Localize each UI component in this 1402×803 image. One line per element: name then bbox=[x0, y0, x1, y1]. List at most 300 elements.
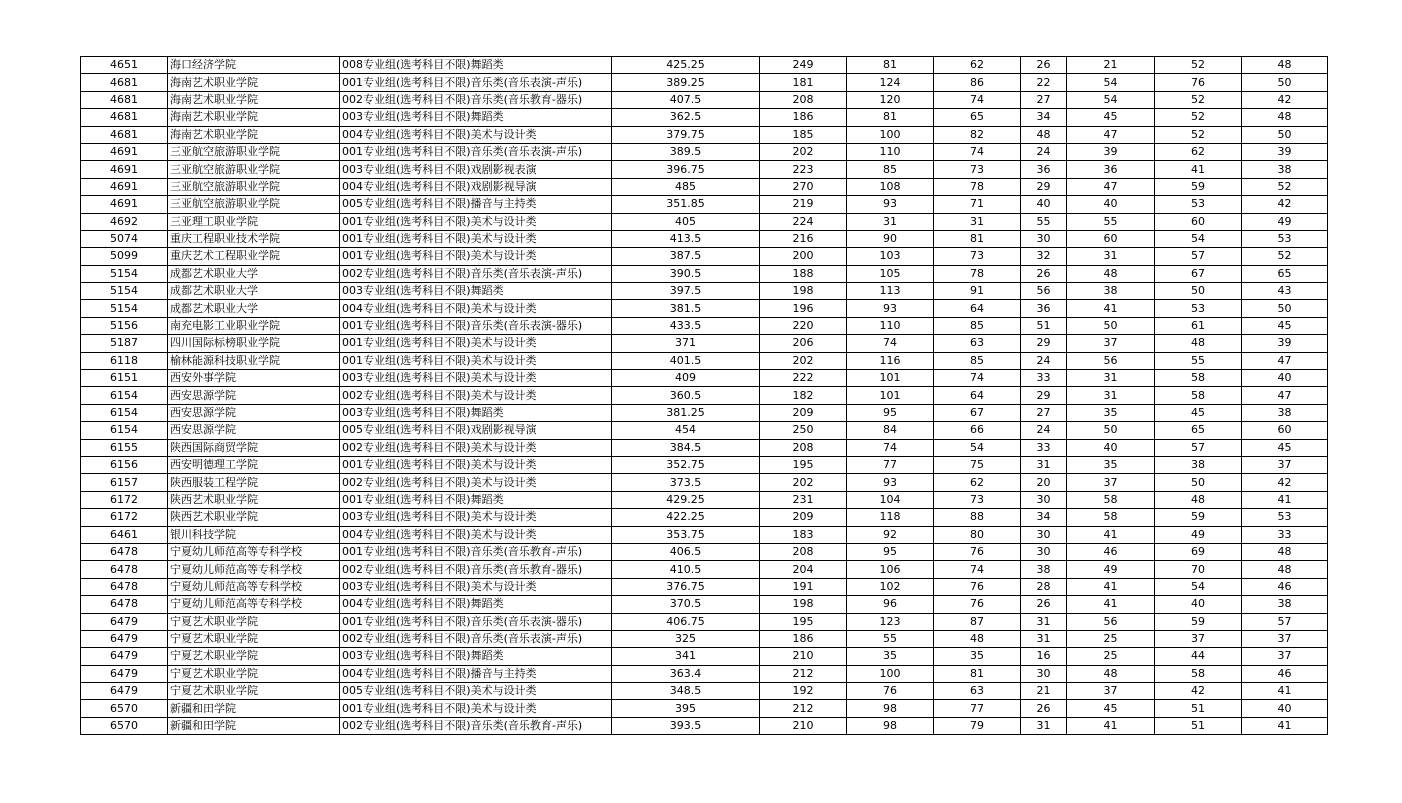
school-code-cell: 4681 bbox=[81, 126, 168, 143]
subject-score-3-cell: 30 bbox=[1021, 665, 1067, 682]
school-code-cell: 6461 bbox=[81, 526, 168, 543]
table-row bbox=[81, 300, 1328, 317]
subject-score-2-cell: 75 bbox=[934, 456, 1021, 473]
subject-score-2-cell: 35 bbox=[934, 648, 1021, 665]
major-group-cell: 002专业组(选考科目不限)美术与设计类 bbox=[340, 439, 612, 456]
subject-score-4-cell: 54 bbox=[1067, 91, 1155, 108]
total-score-cell: 325 bbox=[612, 630, 760, 647]
major-group-cell: 004专业组(选考科目不限)美术与设计类 bbox=[340, 526, 612, 543]
subject-score-2-cell: 87 bbox=[934, 613, 1021, 630]
subject-score-2-cell: 73 bbox=[934, 161, 1021, 178]
school-code-cell: 6151 bbox=[81, 370, 168, 387]
culture-score-cell: 188 bbox=[760, 265, 847, 282]
subject-score-6-cell: 46 bbox=[1242, 665, 1328, 682]
culture-score-cell: 191 bbox=[760, 578, 847, 595]
total-score-cell: 379.75 bbox=[612, 126, 760, 143]
subject-score-5-cell: 48 bbox=[1155, 491, 1242, 508]
major-group-cell: 002专业组(选考科目不限)音乐类(音乐表演-声乐) bbox=[340, 630, 612, 647]
culture-score-cell: 270 bbox=[760, 178, 847, 195]
school-code-cell: 4691 bbox=[81, 178, 168, 195]
school-code-cell: 6157 bbox=[81, 474, 168, 491]
major-group-cell: 001专业组(选考科目不限)舞蹈类 bbox=[340, 491, 612, 508]
school-name-cell: 宁夏艺术职业学院 bbox=[168, 648, 340, 665]
table-row bbox=[81, 352, 1328, 369]
school-code-cell: 4681 bbox=[81, 109, 168, 126]
subject-score-1-cell: 100 bbox=[847, 126, 934, 143]
subject-score-4-cell: 21 bbox=[1067, 57, 1155, 74]
culture-score-cell: 195 bbox=[760, 613, 847, 630]
subject-score-1-cell: 90 bbox=[847, 230, 934, 247]
subject-score-3-cell: 29 bbox=[1021, 178, 1067, 195]
school-code-cell: 5074 bbox=[81, 230, 168, 247]
subject-score-3-cell: 36 bbox=[1021, 300, 1067, 317]
school-name-cell: 西安明德理工学院 bbox=[168, 456, 340, 473]
culture-score-cell: 212 bbox=[760, 700, 847, 717]
major-group-cell: 002专业组(选考科目不限)美术与设计类 bbox=[340, 474, 612, 491]
school-code-cell: 6570 bbox=[81, 717, 168, 734]
major-group-cell: 003专业组(选考科目不限)舞蹈类 bbox=[340, 404, 612, 421]
subject-score-1-cell: 55 bbox=[847, 630, 934, 647]
subject-score-1-cell: 77 bbox=[847, 456, 934, 473]
subject-score-1-cell: 123 bbox=[847, 613, 934, 630]
school-code-cell: 6478 bbox=[81, 578, 168, 595]
subject-score-3-cell: 16 bbox=[1021, 648, 1067, 665]
subject-score-6-cell: 49 bbox=[1242, 213, 1328, 230]
total-score-cell: 485 bbox=[612, 178, 760, 195]
major-group-cell: 003专业组(选考科目不限)美术与设计类 bbox=[340, 509, 612, 526]
subject-score-1-cell: 124 bbox=[847, 74, 934, 91]
major-group-cell: 001专业组(选考科目不限)美术与设计类 bbox=[340, 213, 612, 230]
school-name-cell: 三亚航空旅游职业学院 bbox=[168, 178, 340, 195]
subject-score-4-cell: 56 bbox=[1067, 352, 1155, 369]
subject-score-6-cell: 48 bbox=[1242, 543, 1328, 560]
subject-score-1-cell: 76 bbox=[847, 683, 934, 700]
table-row bbox=[81, 178, 1328, 195]
major-group-cell: 004专业组(选考科目不限)播音与主持类 bbox=[340, 665, 612, 682]
school-code-cell: 6155 bbox=[81, 439, 168, 456]
subject-score-5-cell: 37 bbox=[1155, 630, 1242, 647]
table-row bbox=[81, 474, 1328, 491]
culture-score-cell: 223 bbox=[760, 161, 847, 178]
school-code-cell: 6479 bbox=[81, 665, 168, 682]
subject-score-2-cell: 73 bbox=[934, 248, 1021, 265]
school-name-cell: 宁夏幼儿师范高等专科学校 bbox=[168, 596, 340, 613]
subject-score-6-cell: 52 bbox=[1242, 178, 1328, 195]
subject-score-2-cell: 85 bbox=[934, 317, 1021, 334]
subject-score-3-cell: 20 bbox=[1021, 474, 1067, 491]
table-row bbox=[81, 648, 1328, 665]
subject-score-5-cell: 57 bbox=[1155, 248, 1242, 265]
major-group-cell: 005专业组(选考科目不限)戏剧影视导演 bbox=[340, 422, 612, 439]
total-score-cell: 407.5 bbox=[612, 91, 760, 108]
subject-score-6-cell: 37 bbox=[1242, 630, 1328, 647]
subject-score-5-cell: 52 bbox=[1155, 91, 1242, 108]
table-row bbox=[81, 161, 1328, 178]
table-row bbox=[81, 196, 1328, 213]
subject-score-6-cell: 41 bbox=[1242, 717, 1328, 734]
school-code-cell: 6478 bbox=[81, 543, 168, 560]
subject-score-4-cell: 48 bbox=[1067, 665, 1155, 682]
subject-score-4-cell: 41 bbox=[1067, 526, 1155, 543]
total-score-cell: 425.25 bbox=[612, 57, 760, 74]
table-row bbox=[81, 578, 1328, 595]
subject-score-6-cell: 53 bbox=[1242, 230, 1328, 247]
subject-score-1-cell: 105 bbox=[847, 265, 934, 282]
subject-score-4-cell: 41 bbox=[1067, 578, 1155, 595]
school-name-cell: 陕西国际商贸学院 bbox=[168, 439, 340, 456]
subject-score-4-cell: 45 bbox=[1067, 109, 1155, 126]
total-score-cell: 376.75 bbox=[612, 578, 760, 595]
major-group-cell: 001专业组(选考科目不限)音乐类(音乐表演-声乐) bbox=[340, 74, 612, 91]
subject-score-1-cell: 103 bbox=[847, 248, 934, 265]
subject-score-3-cell: 22 bbox=[1021, 74, 1067, 91]
subject-score-5-cell: 58 bbox=[1155, 370, 1242, 387]
major-group-cell: 001专业组(选考科目不限)美术与设计类 bbox=[340, 352, 612, 369]
table-row bbox=[81, 265, 1328, 282]
subject-score-4-cell: 35 bbox=[1067, 404, 1155, 421]
school-code-cell: 6154 bbox=[81, 404, 168, 421]
culture-score-cell: 198 bbox=[760, 596, 847, 613]
subject-score-5-cell: 45 bbox=[1155, 404, 1242, 421]
subject-score-2-cell: 63 bbox=[934, 335, 1021, 352]
subject-score-5-cell: 50 bbox=[1155, 474, 1242, 491]
subject-score-3-cell: 56 bbox=[1021, 283, 1067, 300]
major-group-cell: 003专业组(选考科目不限)美术与设计类 bbox=[340, 578, 612, 595]
major-group-cell: 002专业组(选考科目不限)音乐类(音乐教育-器乐) bbox=[340, 91, 612, 108]
total-score-cell: 422.25 bbox=[612, 509, 760, 526]
subject-score-4-cell: 31 bbox=[1067, 387, 1155, 404]
culture-score-cell: 202 bbox=[760, 474, 847, 491]
subject-score-6-cell: 48 bbox=[1242, 109, 1328, 126]
subject-score-2-cell: 78 bbox=[934, 265, 1021, 282]
subject-score-5-cell: 49 bbox=[1155, 526, 1242, 543]
culture-score-cell: 250 bbox=[760, 422, 847, 439]
school-code-cell: 4691 bbox=[81, 196, 168, 213]
school-code-cell: 6172 bbox=[81, 491, 168, 508]
subject-score-6-cell: 50 bbox=[1242, 300, 1328, 317]
major-group-cell: 002专业组(选考科目不限)音乐类(音乐教育-声乐) bbox=[340, 717, 612, 734]
subject-score-6-cell: 33 bbox=[1242, 526, 1328, 543]
major-group-cell: 001专业组(选考科目不限)美术与设计类 bbox=[340, 335, 612, 352]
subject-score-5-cell: 55 bbox=[1155, 352, 1242, 369]
school-code-cell: 5156 bbox=[81, 317, 168, 334]
subject-score-1-cell: 95 bbox=[847, 404, 934, 421]
table-row bbox=[81, 439, 1328, 456]
major-group-cell: 002专业组(选考科目不限)音乐类(音乐教育-器乐) bbox=[340, 561, 612, 578]
school-name-cell: 宁夏艺术职业学院 bbox=[168, 613, 340, 630]
subject-score-6-cell: 42 bbox=[1242, 196, 1328, 213]
subject-score-6-cell: 37 bbox=[1242, 456, 1328, 473]
school-name-cell: 海南艺术职业学院 bbox=[168, 109, 340, 126]
culture-score-cell: 222 bbox=[760, 370, 847, 387]
table-row bbox=[81, 230, 1328, 247]
school-name-cell: 陕西艺术职业学院 bbox=[168, 491, 340, 508]
subject-score-2-cell: 63 bbox=[934, 683, 1021, 700]
subject-score-1-cell: 116 bbox=[847, 352, 934, 369]
subject-score-3-cell: 26 bbox=[1021, 700, 1067, 717]
subject-score-5-cell: 58 bbox=[1155, 387, 1242, 404]
school-name-cell: 三亚航空旅游职业学院 bbox=[168, 143, 340, 160]
culture-score-cell: 209 bbox=[760, 509, 847, 526]
subject-score-1-cell: 85 bbox=[847, 161, 934, 178]
subject-score-4-cell: 37 bbox=[1067, 683, 1155, 700]
subject-score-4-cell: 49 bbox=[1067, 561, 1155, 578]
subject-score-1-cell: 113 bbox=[847, 283, 934, 300]
subject-score-4-cell: 36 bbox=[1067, 161, 1155, 178]
subject-score-4-cell: 58 bbox=[1067, 491, 1155, 508]
major-group-cell: 004专业组(选考科目不限)舞蹈类 bbox=[340, 596, 612, 613]
subject-score-4-cell: 55 bbox=[1067, 213, 1155, 230]
subject-score-5-cell: 59 bbox=[1155, 178, 1242, 195]
subject-score-5-cell: 76 bbox=[1155, 74, 1242, 91]
subject-score-3-cell: 26 bbox=[1021, 596, 1067, 613]
subject-score-1-cell: 110 bbox=[847, 143, 934, 160]
table-row bbox=[81, 665, 1328, 682]
subject-score-1-cell: 101 bbox=[847, 370, 934, 387]
subject-score-5-cell: 42 bbox=[1155, 683, 1242, 700]
subject-score-4-cell: 41 bbox=[1067, 300, 1155, 317]
total-score-cell: 351.85 bbox=[612, 196, 760, 213]
subject-score-2-cell: 81 bbox=[934, 230, 1021, 247]
total-score-cell: 454 bbox=[612, 422, 760, 439]
subject-score-4-cell: 45 bbox=[1067, 700, 1155, 717]
subject-score-2-cell: 71 bbox=[934, 196, 1021, 213]
subject-score-3-cell: 26 bbox=[1021, 265, 1067, 282]
school-code-cell: 4681 bbox=[81, 74, 168, 91]
culture-score-cell: 216 bbox=[760, 230, 847, 247]
subject-score-1-cell: 93 bbox=[847, 474, 934, 491]
subject-score-5-cell: 52 bbox=[1155, 57, 1242, 74]
total-score-cell: 409 bbox=[612, 370, 760, 387]
subject-score-5-cell: 60 bbox=[1155, 213, 1242, 230]
total-score-cell: 348.5 bbox=[612, 683, 760, 700]
major-group-cell: 004专业组(选考科目不限)美术与设计类 bbox=[340, 300, 612, 317]
culture-score-cell: 185 bbox=[760, 126, 847, 143]
subject-score-5-cell: 59 bbox=[1155, 613, 1242, 630]
total-score-cell: 397.5 bbox=[612, 283, 760, 300]
total-score-cell: 405 bbox=[612, 213, 760, 230]
culture-score-cell: 202 bbox=[760, 352, 847, 369]
school-name-cell: 西安思源学院 bbox=[168, 404, 340, 421]
major-group-cell: 001专业组(选考科目不限)音乐类(音乐教育-声乐) bbox=[340, 543, 612, 560]
school-name-cell: 成都艺术职业大学 bbox=[168, 265, 340, 282]
subject-score-5-cell: 52 bbox=[1155, 109, 1242, 126]
table-row bbox=[81, 526, 1328, 543]
subject-score-2-cell: 31 bbox=[934, 213, 1021, 230]
total-score-cell: 390.5 bbox=[612, 265, 760, 282]
subject-score-5-cell: 69 bbox=[1155, 543, 1242, 560]
school-name-cell: 新疆和田学院 bbox=[168, 700, 340, 717]
subject-score-4-cell: 35 bbox=[1067, 456, 1155, 473]
subject-score-2-cell: 74 bbox=[934, 143, 1021, 160]
subject-score-1-cell: 108 bbox=[847, 178, 934, 195]
table-row bbox=[81, 74, 1328, 91]
subject-score-5-cell: 44 bbox=[1155, 648, 1242, 665]
total-score-cell: 341 bbox=[612, 648, 760, 665]
subject-score-1-cell: 93 bbox=[847, 300, 934, 317]
school-name-cell: 西安思源学院 bbox=[168, 387, 340, 404]
subject-score-2-cell: 91 bbox=[934, 283, 1021, 300]
total-score-cell: 362.5 bbox=[612, 109, 760, 126]
school-code-cell: 4691 bbox=[81, 143, 168, 160]
table-row bbox=[81, 143, 1328, 160]
subject-score-1-cell: 74 bbox=[847, 335, 934, 352]
major-group-cell: 001专业组(选考科目不限)美术与设计类 bbox=[340, 700, 612, 717]
subject-score-3-cell: 51 bbox=[1021, 317, 1067, 334]
major-group-cell: 005专业组(选考科目不限)美术与设计类 bbox=[340, 683, 612, 700]
culture-score-cell: 181 bbox=[760, 74, 847, 91]
subject-score-2-cell: 62 bbox=[934, 57, 1021, 74]
subject-score-5-cell: 40 bbox=[1155, 596, 1242, 613]
school-code-cell: 6479 bbox=[81, 683, 168, 700]
subject-score-4-cell: 41 bbox=[1067, 717, 1155, 734]
table-row bbox=[81, 491, 1328, 508]
subject-score-5-cell: 38 bbox=[1155, 456, 1242, 473]
culture-score-cell: 204 bbox=[760, 561, 847, 578]
subject-score-6-cell: 41 bbox=[1242, 491, 1328, 508]
school-name-cell: 陕西艺术职业学院 bbox=[168, 509, 340, 526]
school-name-cell: 银川科技学院 bbox=[168, 526, 340, 543]
school-name-cell: 三亚航空旅游职业学院 bbox=[168, 161, 340, 178]
subject-score-6-cell: 38 bbox=[1242, 596, 1328, 613]
culture-score-cell: 231 bbox=[760, 491, 847, 508]
school-code-cell: 5154 bbox=[81, 300, 168, 317]
subject-score-4-cell: 56 bbox=[1067, 613, 1155, 630]
culture-score-cell: 220 bbox=[760, 317, 847, 334]
table-row bbox=[81, 91, 1328, 108]
culture-score-cell: 210 bbox=[760, 648, 847, 665]
subject-score-4-cell: 41 bbox=[1067, 596, 1155, 613]
subject-score-4-cell: 54 bbox=[1067, 74, 1155, 91]
table-row bbox=[81, 613, 1328, 630]
total-score-cell: 406.5 bbox=[612, 543, 760, 560]
subject-score-3-cell: 24 bbox=[1021, 352, 1067, 369]
subject-score-3-cell: 30 bbox=[1021, 230, 1067, 247]
subject-score-2-cell: 82 bbox=[934, 126, 1021, 143]
table-row bbox=[81, 700, 1328, 717]
subject-score-3-cell: 31 bbox=[1021, 613, 1067, 630]
culture-score-cell: 196 bbox=[760, 300, 847, 317]
school-name-cell: 南充电影工业职业学院 bbox=[168, 317, 340, 334]
subject-score-3-cell: 32 bbox=[1021, 248, 1067, 265]
subject-score-4-cell: 48 bbox=[1067, 265, 1155, 282]
subject-score-4-cell: 25 bbox=[1067, 648, 1155, 665]
school-code-cell: 6156 bbox=[81, 456, 168, 473]
school-name-cell: 三亚航空旅游职业学院 bbox=[168, 196, 340, 213]
total-score-cell: 352.75 bbox=[612, 456, 760, 473]
total-score-cell: 387.5 bbox=[612, 248, 760, 265]
subject-score-1-cell: 110 bbox=[847, 317, 934, 334]
subject-score-2-cell: 67 bbox=[934, 404, 1021, 421]
table-row bbox=[81, 543, 1328, 560]
subject-score-6-cell: 52 bbox=[1242, 248, 1328, 265]
subject-score-5-cell: 70 bbox=[1155, 561, 1242, 578]
subject-score-3-cell: 48 bbox=[1021, 126, 1067, 143]
subject-score-6-cell: 65 bbox=[1242, 265, 1328, 282]
major-group-cell: 003专业组(选考科目不限)舞蹈类 bbox=[340, 109, 612, 126]
subject-score-3-cell: 27 bbox=[1021, 404, 1067, 421]
school-name-cell: 海南艺术职业学院 bbox=[168, 126, 340, 143]
school-name-cell: 重庆工程职业技术学院 bbox=[168, 230, 340, 247]
subject-score-6-cell: 53 bbox=[1242, 509, 1328, 526]
subject-score-2-cell: 64 bbox=[934, 300, 1021, 317]
school-name-cell: 成都艺术职业大学 bbox=[168, 300, 340, 317]
subject-score-6-cell: 48 bbox=[1242, 561, 1328, 578]
subject-score-3-cell: 40 bbox=[1021, 196, 1067, 213]
subject-score-2-cell: 48 bbox=[934, 630, 1021, 647]
subject-score-2-cell: 85 bbox=[934, 352, 1021, 369]
subject-score-3-cell: 36 bbox=[1021, 161, 1067, 178]
major-group-cell: 003专业组(选考科目不限)美术与设计类 bbox=[340, 370, 612, 387]
school-code-cell: 6154 bbox=[81, 422, 168, 439]
total-score-cell: 413.5 bbox=[612, 230, 760, 247]
subject-score-1-cell: 81 bbox=[847, 109, 934, 126]
table-row bbox=[81, 248, 1328, 265]
subject-score-1-cell: 120 bbox=[847, 91, 934, 108]
school-name-cell: 西安外事学院 bbox=[168, 370, 340, 387]
school-code-cell: 6172 bbox=[81, 509, 168, 526]
total-score-cell: 381.25 bbox=[612, 404, 760, 421]
subject-score-6-cell: 57 bbox=[1242, 613, 1328, 630]
table-row bbox=[81, 561, 1328, 578]
major-group-cell: 001专业组(选考科目不限)美术与设计类 bbox=[340, 230, 612, 247]
subject-score-3-cell: 31 bbox=[1021, 717, 1067, 734]
subject-score-1-cell: 118 bbox=[847, 509, 934, 526]
subject-score-4-cell: 39 bbox=[1067, 143, 1155, 160]
subject-score-6-cell: 60 bbox=[1242, 422, 1328, 439]
subject-score-3-cell: 26 bbox=[1021, 57, 1067, 74]
school-name-cell: 宁夏幼儿师范高等专科学校 bbox=[168, 578, 340, 595]
subject-score-5-cell: 50 bbox=[1155, 283, 1242, 300]
culture-score-cell: 206 bbox=[760, 335, 847, 352]
subject-score-5-cell: 48 bbox=[1155, 335, 1242, 352]
subject-score-2-cell: 78 bbox=[934, 178, 1021, 195]
subject-score-3-cell: 33 bbox=[1021, 370, 1067, 387]
subject-score-3-cell: 31 bbox=[1021, 630, 1067, 647]
subject-score-4-cell: 38 bbox=[1067, 283, 1155, 300]
subject-score-6-cell: 46 bbox=[1242, 578, 1328, 595]
subject-score-4-cell: 40 bbox=[1067, 196, 1155, 213]
school-name-cell: 陕西服装工程学院 bbox=[168, 474, 340, 491]
school-name-cell: 西安思源学院 bbox=[168, 422, 340, 439]
major-group-cell: 003专业组(选考科目不限)舞蹈类 bbox=[340, 648, 612, 665]
school-code-cell: 4651 bbox=[81, 57, 168, 74]
subject-score-6-cell: 41 bbox=[1242, 683, 1328, 700]
subject-score-1-cell: 74 bbox=[847, 439, 934, 456]
subject-score-5-cell: 67 bbox=[1155, 265, 1242, 282]
subject-score-2-cell: 86 bbox=[934, 74, 1021, 91]
subject-score-5-cell: 51 bbox=[1155, 700, 1242, 717]
table-row bbox=[81, 717, 1328, 734]
culture-score-cell: 210 bbox=[760, 717, 847, 734]
culture-score-cell: 202 bbox=[760, 143, 847, 160]
school-code-cell: 6479 bbox=[81, 630, 168, 647]
subject-score-4-cell: 46 bbox=[1067, 543, 1155, 560]
school-code-cell: 6478 bbox=[81, 561, 168, 578]
subject-score-2-cell: 88 bbox=[934, 509, 1021, 526]
major-group-cell: 001专业组(选考科目不限)音乐类(音乐表演-器乐) bbox=[340, 613, 612, 630]
table-row bbox=[81, 387, 1328, 404]
subject-score-2-cell: 76 bbox=[934, 543, 1021, 560]
subject-score-6-cell: 45 bbox=[1242, 317, 1328, 334]
subject-score-1-cell: 101 bbox=[847, 387, 934, 404]
school-name-cell: 宁夏幼儿师范高等专科学校 bbox=[168, 561, 340, 578]
major-group-cell: 002专业组(选考科目不限)美术与设计类 bbox=[340, 387, 612, 404]
culture-score-cell: 183 bbox=[760, 526, 847, 543]
total-score-cell: 360.5 bbox=[612, 387, 760, 404]
major-group-cell: 004专业组(选考科目不限)戏剧影视导演 bbox=[340, 178, 612, 195]
subject-score-6-cell: 40 bbox=[1242, 370, 1328, 387]
